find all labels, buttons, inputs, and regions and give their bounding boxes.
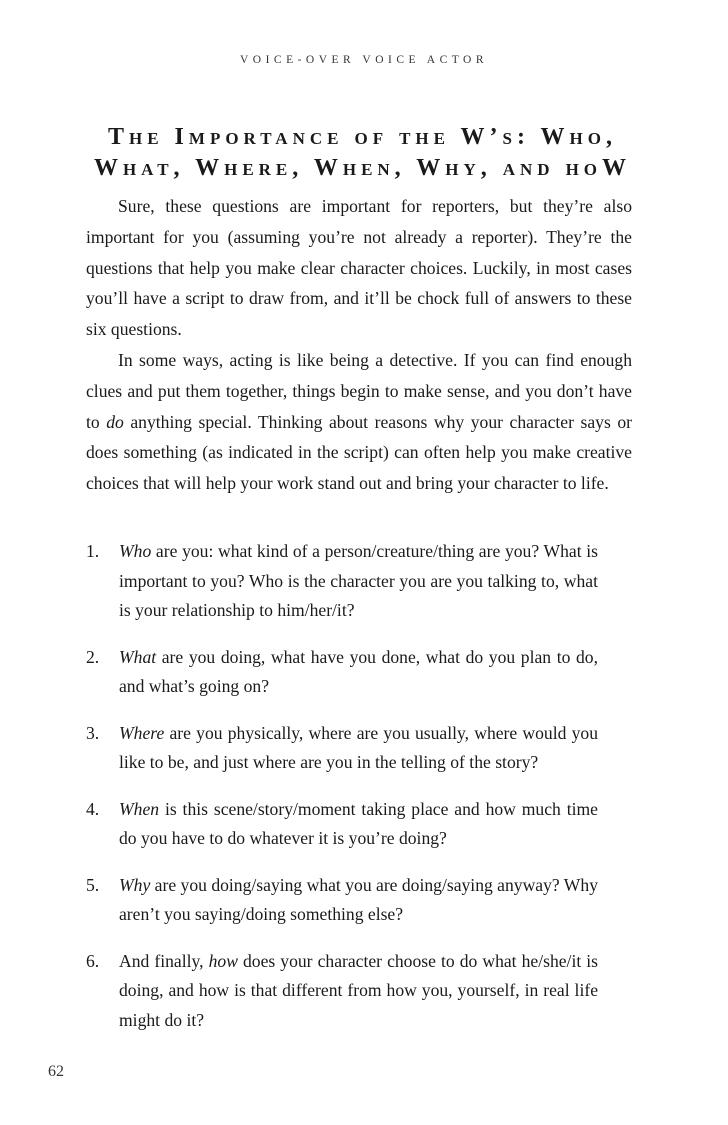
running-header: VOICE-OVER VOICE ACTOR (239, 54, 489, 66)
question-keyword: When (119, 798, 160, 819)
section-title-line-2: What, Where, When, Why, and hoW (93, 155, 632, 181)
question-number: 2. (86, 646, 100, 667)
question-lead: And finally, (119, 950, 209, 971)
question-text: are you doing, what have you done, what do you plan to do, and what’s going on? (119, 646, 598, 696)
question-text: does your character choose to do what he/she/it is doing, and how is that different from how you, yourself, in real life might do it? (119, 950, 599, 1030)
question-item-what (86, 643, 598, 702)
question-item-where (86, 719, 598, 778)
question-keyword: how (208, 950, 238, 971)
paragraph-detective (86, 345, 632, 499)
question-item-how (86, 947, 598, 1036)
question-keyword: Where (119, 722, 165, 743)
question-number: 1. (86, 541, 100, 561)
question-number: 6. (86, 950, 100, 971)
body-text (86, 191, 632, 499)
question-text: are you: what kind of a person/creature/thing are you? What is important to you? Who is the character you are you talking to, what is your relationship to him/her/it? (119, 541, 598, 620)
question-item-when (86, 795, 598, 854)
question-keyword: Why (119, 874, 151, 895)
question-text: are you physically, where are you usually, where would you like to be, and just where are you in the telling of the story? (119, 722, 598, 772)
paragraph-text: Sure, these questions are important for reporters, but they’re also important for you (assuming you’re not already a reporter). They’re the questions that help you make clear character choices. Luckily, in most cases you’ll have a script to draw from, and it’ll be chock full of answers to these six questions. (86, 196, 632, 340)
section-title-line-1: The Importance of the W’s: Who, (107, 124, 617, 150)
questions-list (86, 537, 598, 1052)
paragraph-text: In some ways, acting is like being a detective. If you can find enough clues and put them together, things begin to make sense, and you don’t have to (86, 349, 632, 432)
page-number: 62 (48, 1063, 64, 1080)
question-keyword: What (119, 646, 157, 667)
question-text: are you doing/saying what you are doing/saying anyway? Why aren’t you saying/doing something else? (119, 874, 598, 924)
paragraph-intro (86, 191, 632, 345)
question-number: 4. (86, 798, 100, 819)
emphasis-text: do (106, 411, 124, 432)
section-title (80, 122, 645, 184)
paragraph-text: anything special. Thinking about reasons why your character says or does something (as indicated in the script) can often help you make creative choices that will help your work stand out and bring your character to life. (86, 411, 632, 494)
question-item-why (86, 871, 598, 930)
question-item-who (86, 537, 598, 626)
question-number: 5. (86, 874, 100, 895)
question-text: is this scene/story/moment taking place and how much time do you have to do whatever it is you’re doing? (119, 798, 598, 848)
question-keyword: Who (119, 541, 152, 561)
question-number: 3. (86, 722, 100, 743)
